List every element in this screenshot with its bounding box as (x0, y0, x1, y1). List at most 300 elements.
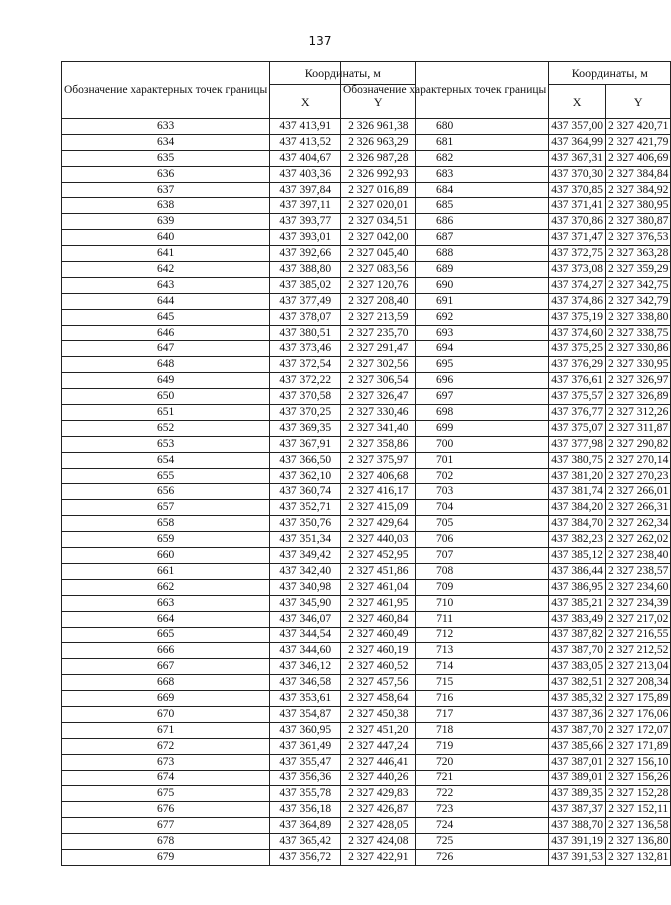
y-coordinate-cell: 2 327 016,89 (341, 182, 416, 198)
table-row (341, 849, 671, 865)
y-coordinate-cell: 2 327 460,49 (341, 627, 416, 643)
x-coordinate-cell: 437 370,25 (270, 405, 341, 421)
y-coordinate-cell: 2 327 415,09 (341, 500, 416, 516)
point-id-cell: 657 (62, 500, 270, 516)
point-id-cell: 652 (62, 420, 270, 436)
y-coordinate-cell: 2 327 120,76 (341, 277, 416, 293)
x-coordinate-cell: 437 386,95 (549, 579, 606, 595)
x-coordinate-cell: 437 349,42 (270, 548, 341, 564)
x-coordinate-cell: 437 346,58 (270, 675, 341, 691)
table-row (341, 436, 671, 452)
point-id-cell: 674 (62, 770, 270, 786)
point-id-cell: 692 (341, 309, 549, 325)
y-coordinate-cell: 2 327 429,83 (341, 786, 416, 802)
point-id-cell: 721 (341, 770, 549, 786)
x-coordinate-cell: 437 381,20 (549, 468, 606, 484)
x-coordinate-cell: 437 370,58 (270, 389, 341, 405)
header-y: Y (341, 85, 416, 119)
x-coordinate-cell: 437 346,12 (270, 659, 341, 675)
y-coordinate-cell: 2 327 460,84 (341, 611, 416, 627)
point-id-cell: 715 (341, 675, 549, 691)
x-coordinate-cell: 437 376,77 (549, 405, 606, 421)
x-coordinate-cell: 437 370,85 (549, 182, 606, 198)
point-id-cell: 705 (341, 516, 549, 532)
point-id-cell: 666 (62, 643, 270, 659)
y-coordinate-cell: 2 327 045,40 (341, 246, 416, 262)
x-coordinate-cell: 437 384,20 (549, 500, 606, 516)
table-row (341, 834, 671, 850)
point-id-cell: 707 (341, 548, 549, 564)
y-coordinate-cell: 2 327 083,56 (341, 262, 416, 278)
x-coordinate-cell: 437 357,00 (549, 119, 606, 135)
point-id-cell: 654 (62, 452, 270, 468)
x-coordinate-cell: 437 413,52 (270, 134, 341, 150)
point-id-cell: 682 (341, 150, 549, 166)
y-coordinate-cell: 2 327 234,60 (606, 579, 671, 595)
point-id-cell: 665 (62, 627, 270, 643)
header-point: Обозначение характерных точек границы (341, 62, 549, 119)
point-id-cell: 661 (62, 563, 270, 579)
x-coordinate-cell: 437 397,11 (270, 198, 341, 214)
point-id-cell: 660 (62, 548, 270, 564)
table-row (341, 150, 671, 166)
table-row (341, 389, 671, 405)
point-id-cell: 699 (341, 420, 549, 436)
y-coordinate-cell: 2 327 136,80 (606, 834, 671, 850)
table-row (341, 579, 671, 595)
table-row (341, 373, 671, 389)
y-coordinate-cell: 2 327 234,39 (606, 595, 671, 611)
x-coordinate-cell: 437 355,47 (270, 754, 341, 770)
x-coordinate-cell: 437 361,49 (270, 738, 341, 754)
x-coordinate-cell: 437 387,01 (549, 754, 606, 770)
x-coordinate-cell: 437 344,60 (270, 643, 341, 659)
y-coordinate-cell: 2 327 238,57 (606, 563, 671, 579)
x-coordinate-cell: 437 382,23 (549, 532, 606, 548)
y-coordinate-cell: 2 326 987,28 (341, 150, 416, 166)
x-coordinate-cell: 437 387,82 (549, 627, 606, 643)
y-coordinate-cell: 2 327 422,91 (341, 849, 416, 865)
x-coordinate-cell: 437 383,05 (549, 659, 606, 675)
x-coordinate-cell: 437 380,51 (270, 325, 341, 341)
point-id-cell: 702 (341, 468, 549, 484)
point-id-cell: 696 (341, 373, 549, 389)
y-coordinate-cell: 2 326 963,29 (341, 134, 416, 150)
y-coordinate-cell: 2 327 330,86 (606, 341, 671, 357)
y-coordinate-cell: 2 327 217,02 (606, 611, 671, 627)
y-coordinate-cell: 2 327 447,24 (341, 738, 416, 754)
x-coordinate-cell: 437 372,75 (549, 246, 606, 262)
y-coordinate-cell: 2 327 428,05 (341, 818, 416, 834)
x-coordinate-cell: 437 377,49 (270, 293, 341, 309)
x-coordinate-cell: 437 378,07 (270, 309, 341, 325)
table-body-right (341, 119, 671, 866)
table-row (341, 611, 671, 627)
y-coordinate-cell: 2 327 136,58 (606, 818, 671, 834)
x-coordinate-cell: 437 386,44 (549, 563, 606, 579)
point-id-cell: 668 (62, 675, 270, 691)
point-id-cell: 664 (62, 611, 270, 627)
y-coordinate-cell: 2 327 416,17 (341, 484, 416, 500)
x-coordinate-cell: 437 374,86 (549, 293, 606, 309)
y-coordinate-cell: 2 327 451,20 (341, 722, 416, 738)
y-coordinate-cell: 2 327 042,00 (341, 230, 416, 246)
point-id-cell: 688 (341, 246, 549, 262)
x-coordinate-cell: 437 374,60 (549, 325, 606, 341)
x-coordinate-cell: 437 389,35 (549, 786, 606, 802)
x-coordinate-cell: 437 362,10 (270, 468, 341, 484)
y-coordinate-cell: 2 327 363,28 (606, 246, 671, 262)
point-id-cell: 683 (341, 166, 549, 182)
point-id-cell: 726 (341, 849, 549, 865)
table-row (341, 659, 671, 675)
point-id-cell: 669 (62, 691, 270, 707)
point-id-cell: 653 (62, 436, 270, 452)
y-coordinate-cell: 2 327 156,26 (606, 770, 671, 786)
point-id-cell: 704 (341, 500, 549, 516)
x-coordinate-cell: 437 372,22 (270, 373, 341, 389)
y-coordinate-cell: 2 327 380,95 (606, 198, 671, 214)
x-coordinate-cell: 437 384,70 (549, 516, 606, 532)
y-coordinate-cell: 2 327 172,07 (606, 722, 671, 738)
y-coordinate-cell: 2 327 421,79 (606, 134, 671, 150)
y-coordinate-cell: 2 327 132,81 (606, 849, 671, 865)
point-id-cell: 695 (341, 357, 549, 373)
point-id-cell: 706 (341, 532, 549, 548)
x-coordinate-cell: 437 356,72 (270, 849, 341, 865)
point-id-cell: 709 (341, 579, 549, 595)
x-coordinate-cell: 437 381,74 (549, 484, 606, 500)
x-coordinate-cell: 437 367,91 (270, 436, 341, 452)
y-coordinate-cell: 2 326 992,93 (341, 166, 416, 182)
x-coordinate-cell: 437 389,01 (549, 770, 606, 786)
point-id-cell: 724 (341, 818, 549, 834)
point-id-cell: 648 (62, 357, 270, 373)
table-row (341, 246, 671, 262)
y-coordinate-cell: 2 327 171,89 (606, 738, 671, 754)
point-id-cell: 675 (62, 786, 270, 802)
x-coordinate-cell: 437 364,99 (549, 134, 606, 150)
table-row (341, 484, 671, 500)
x-coordinate-cell: 437 372,54 (270, 357, 341, 373)
y-coordinate-cell: 2 327 326,89 (606, 389, 671, 405)
x-coordinate-cell: 437 397,84 (270, 182, 341, 198)
y-coordinate-cell: 2 327 461,95 (341, 595, 416, 611)
x-coordinate-cell: 437 387,37 (549, 802, 606, 818)
point-id-cell: 718 (341, 722, 549, 738)
point-id-cell: 693 (341, 325, 549, 341)
header-point: Обозначение характерных точек границы (62, 62, 270, 119)
point-id-cell: 639 (62, 214, 270, 230)
table-row (341, 357, 671, 373)
x-coordinate-cell: 437 387,36 (549, 706, 606, 722)
x-coordinate-cell: 437 370,86 (549, 214, 606, 230)
point-id-cell: 713 (341, 643, 549, 659)
point-id-cell: 717 (341, 706, 549, 722)
y-coordinate-cell: 2 327 460,19 (341, 643, 416, 659)
y-coordinate-cell: 2 327 208,40 (341, 293, 416, 309)
y-coordinate-cell: 2 327 440,03 (341, 532, 416, 548)
x-coordinate-cell: 437 377,98 (549, 436, 606, 452)
y-coordinate-cell: 2 327 175,89 (606, 691, 671, 707)
y-coordinate-cell: 2 327 341,40 (341, 420, 416, 436)
table-row (341, 182, 671, 198)
header-x: X (549, 85, 606, 119)
y-coordinate-cell: 2 327 034,51 (341, 214, 416, 230)
y-coordinate-cell: 2 327 266,31 (606, 500, 671, 516)
point-id-cell: 650 (62, 389, 270, 405)
point-id-cell: 700 (341, 436, 549, 452)
table-row (341, 754, 671, 770)
x-coordinate-cell: 437 345,90 (270, 595, 341, 611)
y-coordinate-cell: 2 327 312,26 (606, 405, 671, 421)
y-coordinate-cell: 2 327 216,55 (606, 627, 671, 643)
point-id-cell: 656 (62, 484, 270, 500)
y-coordinate-cell: 2 327 450,38 (341, 706, 416, 722)
y-coordinate-cell: 2 327 384,84 (606, 166, 671, 182)
table-row (341, 420, 671, 436)
y-coordinate-cell: 2 327 152,11 (606, 802, 671, 818)
x-coordinate-cell: 437 353,61 (270, 691, 341, 707)
point-id-cell: 637 (62, 182, 270, 198)
point-id-cell: 685 (341, 198, 549, 214)
table-row (341, 166, 671, 182)
x-coordinate-cell: 437 350,76 (270, 516, 341, 532)
y-coordinate-cell: 2 327 406,69 (606, 150, 671, 166)
x-coordinate-cell: 437 376,29 (549, 357, 606, 373)
table-row (341, 643, 671, 659)
x-coordinate-cell: 437 375,57 (549, 389, 606, 405)
y-coordinate-cell: 2 327 330,95 (606, 357, 671, 373)
y-coordinate-cell: 2 327 424,08 (341, 834, 416, 850)
point-id-cell: 714 (341, 659, 549, 675)
y-coordinate-cell: 2 327 176,06 (606, 706, 671, 722)
x-coordinate-cell: 437 373,08 (549, 262, 606, 278)
x-coordinate-cell: 437 385,02 (270, 277, 341, 293)
table-row (341, 405, 671, 421)
table-row (341, 230, 671, 246)
point-id-cell: 643 (62, 277, 270, 293)
page-number: 137 (308, 34, 332, 48)
x-coordinate-cell: 437 391,53 (549, 849, 606, 865)
table-row (341, 198, 671, 214)
x-coordinate-cell: 437 385,32 (549, 691, 606, 707)
point-id-cell: 679 (62, 849, 270, 865)
y-coordinate-cell: 2 327 461,04 (341, 579, 416, 595)
table-row (341, 738, 671, 754)
point-id-cell: 723 (341, 802, 549, 818)
x-coordinate-cell: 437 370,30 (549, 166, 606, 182)
y-coordinate-cell: 2 327 302,56 (341, 357, 416, 373)
point-id-cell: 701 (341, 452, 549, 468)
y-coordinate-cell: 2 327 262,34 (606, 516, 671, 532)
table-row (341, 802, 671, 818)
point-id-cell: 634 (62, 134, 270, 150)
table-row (341, 706, 671, 722)
point-id-cell: 712 (341, 627, 549, 643)
y-coordinate-cell: 2 327 020,01 (341, 198, 416, 214)
y-coordinate-cell: 2 327 152,28 (606, 786, 671, 802)
x-coordinate-cell: 437 387,70 (549, 722, 606, 738)
table-row (341, 722, 671, 738)
x-coordinate-cell: 437 346,07 (270, 611, 341, 627)
x-coordinate-cell: 437 366,50 (270, 452, 341, 468)
table-row (341, 214, 671, 230)
point-id-cell: 636 (62, 166, 270, 182)
point-id-cell: 725 (341, 834, 549, 850)
table-row (341, 325, 671, 341)
y-coordinate-cell: 2 327 330,46 (341, 405, 416, 421)
table-row (341, 500, 671, 516)
x-coordinate-cell: 437 367,31 (549, 150, 606, 166)
y-coordinate-cell: 2 327 213,04 (606, 659, 671, 675)
y-coordinate-cell: 2 327 290,82 (606, 436, 671, 452)
y-coordinate-cell: 2 327 270,14 (606, 452, 671, 468)
table-row (341, 309, 671, 325)
table-row (341, 468, 671, 484)
x-coordinate-cell: 437 413,91 (270, 119, 341, 135)
point-id-cell: 687 (341, 230, 549, 246)
point-id-cell: 681 (341, 134, 549, 150)
point-id-cell: 680 (341, 119, 549, 135)
x-coordinate-cell: 437 352,71 (270, 500, 341, 516)
y-coordinate-cell: 2 327 213,59 (341, 309, 416, 325)
point-id-cell: 641 (62, 246, 270, 262)
table-row (341, 691, 671, 707)
table-row (341, 452, 671, 468)
y-coordinate-cell: 2 327 451,86 (341, 563, 416, 579)
y-coordinate-cell: 2 327 270,23 (606, 468, 671, 484)
y-coordinate-cell: 2 327 338,80 (606, 309, 671, 325)
x-coordinate-cell: 437 375,07 (549, 420, 606, 436)
point-id-cell: 635 (62, 150, 270, 166)
y-coordinate-cell: 2 327 342,75 (606, 277, 671, 293)
point-id-cell: 642 (62, 262, 270, 278)
x-coordinate-cell: 437 344,54 (270, 627, 341, 643)
y-coordinate-cell: 2 327 212,52 (606, 643, 671, 659)
point-id-cell: 645 (62, 309, 270, 325)
y-coordinate-cell: 2 327 262,02 (606, 532, 671, 548)
point-id-cell: 659 (62, 532, 270, 548)
point-id-cell: 670 (62, 706, 270, 722)
y-coordinate-cell: 2 327 306,54 (341, 373, 416, 389)
point-id-cell: 678 (62, 834, 270, 850)
y-coordinate-cell: 2 327 266,01 (606, 484, 671, 500)
y-coordinate-cell: 2 327 384,92 (606, 182, 671, 198)
point-id-cell: 686 (341, 214, 549, 230)
point-id-cell: 720 (341, 754, 549, 770)
x-coordinate-cell: 437 388,80 (270, 262, 341, 278)
table-row (341, 818, 671, 834)
table-row (341, 675, 671, 691)
point-id-cell: 658 (62, 516, 270, 532)
x-coordinate-cell: 437 365,42 (270, 834, 341, 850)
x-coordinate-cell: 437 380,75 (549, 452, 606, 468)
x-coordinate-cell: 437 373,46 (270, 341, 341, 357)
point-id-cell: 708 (341, 563, 549, 579)
point-id-cell: 633 (62, 119, 270, 135)
x-coordinate-cell: 437 385,21 (549, 595, 606, 611)
x-coordinate-cell: 437 369,35 (270, 420, 341, 436)
y-coordinate-cell: 2 327 458,64 (341, 691, 416, 707)
point-id-cell: 690 (341, 277, 549, 293)
point-id-cell: 655 (62, 468, 270, 484)
x-coordinate-cell: 437 342,40 (270, 563, 341, 579)
table-row (341, 262, 671, 278)
y-coordinate-cell: 2 327 338,75 (606, 325, 671, 341)
table-row (341, 293, 671, 309)
x-coordinate-cell: 437 356,18 (270, 802, 341, 818)
y-coordinate-cell: 2 327 238,40 (606, 548, 671, 564)
y-coordinate-cell: 2 327 446,41 (341, 754, 416, 770)
header-coordinates: Координаты, м (270, 62, 416, 85)
point-id-cell: 719 (341, 738, 549, 754)
table-row (341, 277, 671, 293)
y-coordinate-cell: 2 327 440,26 (341, 770, 416, 786)
table-row (341, 341, 671, 357)
table-row (341, 595, 671, 611)
x-coordinate-cell: 437 354,87 (270, 706, 341, 722)
y-coordinate-cell: 2 327 326,97 (606, 373, 671, 389)
x-coordinate-cell: 437 387,70 (549, 643, 606, 659)
y-coordinate-cell: 2 327 358,86 (341, 436, 416, 452)
table-row (341, 627, 671, 643)
y-coordinate-cell: 2 327 208,34 (606, 675, 671, 691)
x-coordinate-cell: 437 383,49 (549, 611, 606, 627)
y-coordinate-cell: 2 327 156,10 (606, 754, 671, 770)
coordinates-table-right (340, 61, 671, 866)
x-coordinate-cell: 437 391,19 (549, 834, 606, 850)
y-coordinate-cell: 2 327 311,87 (606, 420, 671, 436)
y-coordinate-cell: 2 327 452,95 (341, 548, 416, 564)
point-id-cell: 651 (62, 405, 270, 421)
point-id-cell: 671 (62, 722, 270, 738)
x-coordinate-cell: 437 371,41 (549, 198, 606, 214)
x-coordinate-cell: 437 371,47 (549, 230, 606, 246)
table-row (341, 770, 671, 786)
point-id-cell: 667 (62, 659, 270, 675)
x-coordinate-cell: 437 403,36 (270, 166, 341, 182)
x-coordinate-cell: 437 376,61 (549, 373, 606, 389)
table-row (341, 786, 671, 802)
point-id-cell: 673 (62, 754, 270, 770)
y-coordinate-cell: 2 327 375,97 (341, 452, 416, 468)
x-coordinate-cell: 437 374,27 (549, 277, 606, 293)
y-coordinate-cell: 2 327 460,52 (341, 659, 416, 675)
point-id-cell: 691 (341, 293, 549, 309)
point-id-cell: 689 (341, 262, 549, 278)
x-coordinate-cell: 437 393,01 (270, 230, 341, 246)
table-row (341, 516, 671, 532)
x-coordinate-cell: 437 355,78 (270, 786, 341, 802)
x-coordinate-cell: 437 375,25 (549, 341, 606, 357)
x-coordinate-cell: 437 356,36 (270, 770, 341, 786)
point-id-cell: 672 (62, 738, 270, 754)
header-x: X (270, 85, 341, 119)
point-id-cell: 647 (62, 341, 270, 357)
x-coordinate-cell: 437 404,67 (270, 150, 341, 166)
y-coordinate-cell: 2 327 235,70 (341, 325, 416, 341)
x-coordinate-cell: 437 360,74 (270, 484, 341, 500)
point-id-cell: 710 (341, 595, 549, 611)
table-row (341, 532, 671, 548)
y-coordinate-cell: 2 327 326,47 (341, 389, 416, 405)
y-coordinate-cell: 2 327 426,87 (341, 802, 416, 818)
point-id-cell: 640 (62, 230, 270, 246)
y-coordinate-cell: 2 326 961,38 (341, 119, 416, 135)
point-id-cell: 649 (62, 373, 270, 389)
point-id-cell: 698 (341, 405, 549, 421)
